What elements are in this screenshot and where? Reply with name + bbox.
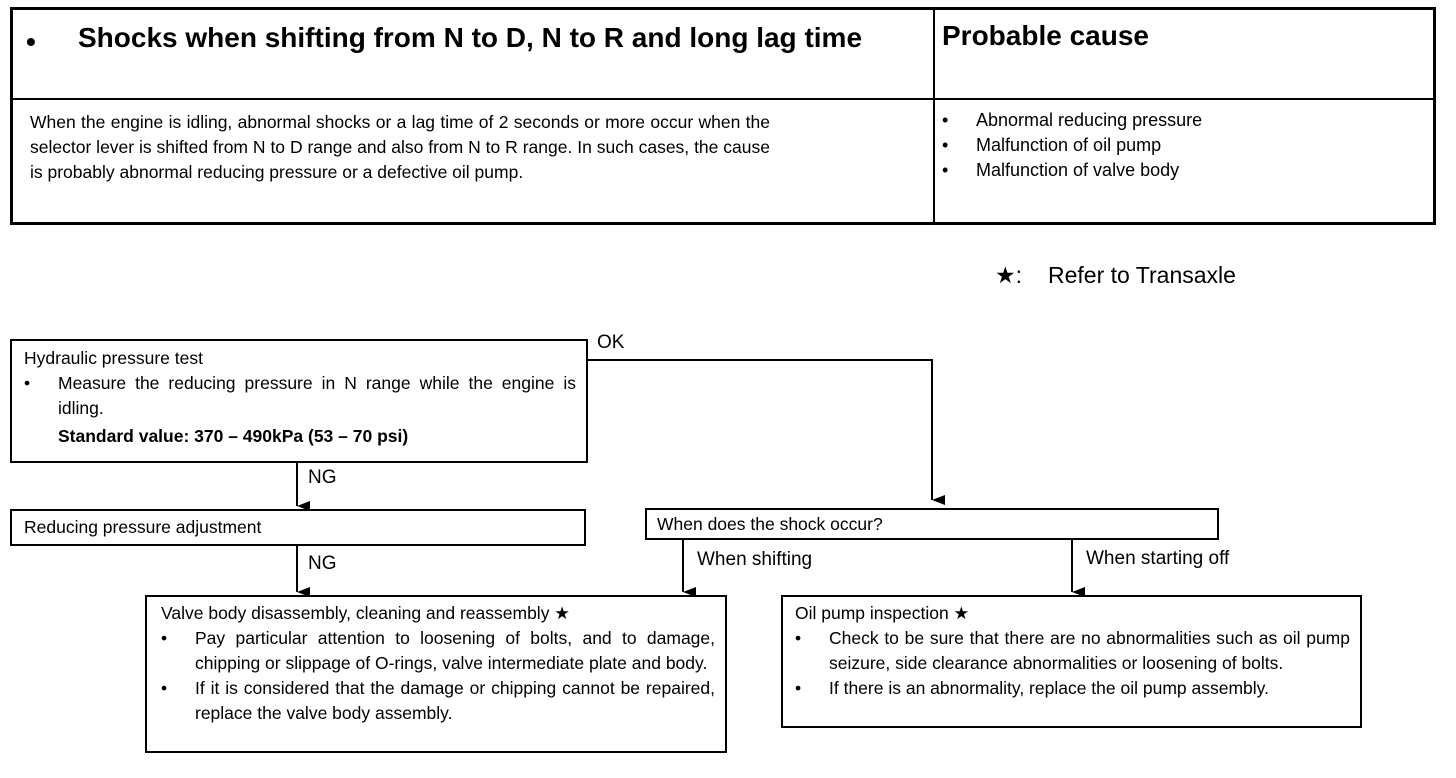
bullet: • [795, 678, 802, 698]
ok-connector [588, 360, 932, 500]
shock-question-box [645, 508, 1219, 540]
hydraulic-test-item [24, 371, 576, 421]
cause-text: Malfunction of oil pump [976, 135, 1162, 155]
ng-label-2: NG [308, 553, 337, 574]
hydraulic-pressure-test-box [10, 339, 588, 463]
bullet: • [161, 628, 168, 648]
reducing-pressure-adjustment-box [10, 509, 586, 546]
ok-label: OK [597, 332, 625, 353]
hydraulic-test-text: Measure the reducing pressure in N range while the engine is idling. [58, 373, 576, 418]
oil-pump-inspection-box [781, 595, 1362, 728]
valve-body-text: Pay particular attention to loosening of bolts, and to damage, chipping or slippage of O-rings, valve intermediate plate and body. [195, 628, 715, 673]
cause-bullet: • [942, 160, 949, 180]
cause-bullet: • [942, 135, 949, 155]
symptom-title: Shocks when shifting from N to D, N to R and long lag time [78, 22, 863, 53]
valve-body-item [161, 626, 715, 676]
valve-body-item [161, 676, 715, 726]
symptom-bullet: • [26, 26, 36, 57]
cause-text: Abnormal reducing pressure [976, 110, 1203, 130]
reducing-adjustment-text: Reducing pressure adjustment [24, 517, 262, 537]
when-shifting-label: When shifting [697, 549, 813, 570]
bullet: • [795, 628, 802, 648]
oil-pump-text: Check to be sure that there are no abnormalities such as oil pump seizure, side clearance abnormalities or loosening of bolts. [829, 628, 1350, 673]
hydraulic-test-title: Hydraulic pressure test [24, 348, 203, 368]
oil-pump-title: Oil pump inspection ★ [795, 603, 970, 623]
cause-text: Malfunction of valve body [976, 160, 1180, 180]
ng-label-1: NG [308, 467, 337, 488]
refer-note-text: Refer to Transaxle [1048, 262, 1236, 288]
cause-bullet: • [942, 110, 949, 130]
bullet: • [24, 373, 31, 393]
star-icon: ★: [995, 262, 1023, 288]
valve-body-text: If it is considered that the damage or chipping cannot be repaired, replace the valve body assembly. [195, 678, 715, 723]
oil-pump-item [795, 676, 1350, 701]
oil-pump-text: If there is an abnormality, replace the oil pump assembly. [829, 678, 1269, 698]
bullet: • [161, 678, 168, 698]
valve-body-title: Valve body disassembly, cleaning and reassembly ★ [161, 603, 570, 623]
probable-cause-heading: Probable cause [942, 20, 1149, 51]
standard-value: Standard value: 370 – 490kPa (53 – 70 psi) [58, 426, 409, 446]
oil-pump-item [795, 626, 1350, 676]
shock-question-text: When does the shock occur? [657, 514, 883, 534]
when-starting-label: When starting off [1086, 548, 1230, 569]
symptom-description: When the engine is idling, abnormal shocks or a lag time of 2 seconds or more occur when the selector lever is shifted from N to D range and also from N to R range. In such cases, the cause is probably abnormal reducing pressure or a defective oil pump. [30, 112, 770, 182]
valve-body-box [145, 595, 727, 753]
